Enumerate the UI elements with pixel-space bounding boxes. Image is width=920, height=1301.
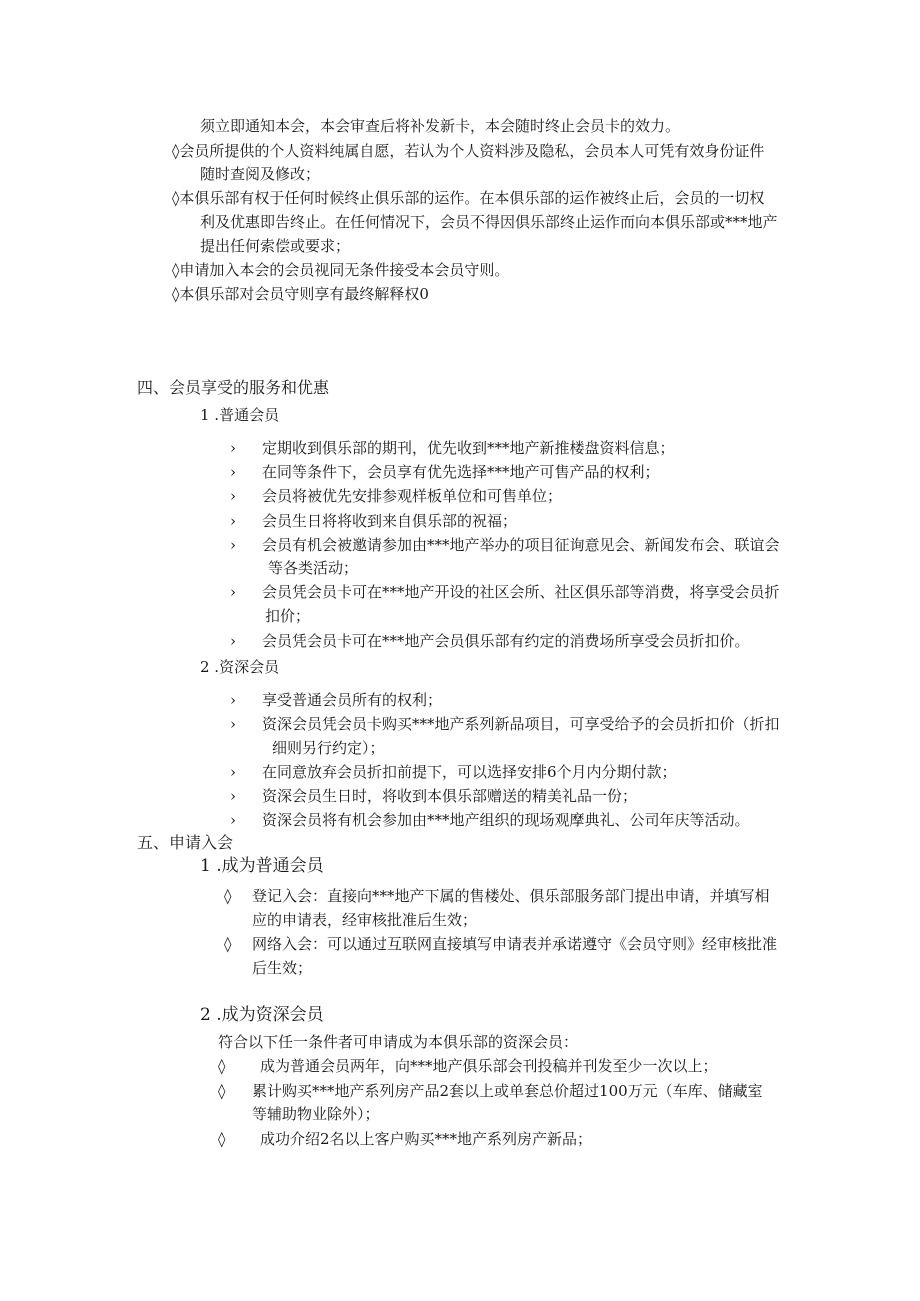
text-line: 符合以下任一条件者可申请成为本俱乐部的资深会员： [218,1033,579,1051]
chevron-right-icon: › [230,512,236,530]
text-line: 应的申请表，经审核批准后生效； [252,911,478,929]
lozenge-bullet-icon: ◊ [218,1082,226,1100]
lozenge-bullet-icon: ◊ [172,285,180,303]
subsection-heading: 1 .成为普通会员 [200,856,324,876]
text-line: 随时查阅及修改； [200,165,321,183]
chevron-right-icon: › [230,691,236,709]
list-item: › 享受普通会员所有的权利； [230,691,443,709]
section-heading: 五、申请入会 [137,833,234,852]
chevron-right-icon: › [230,715,236,733]
list-item: ◊ 网络入会：可以通过互联网直接填写申请表并承诺遵守《会员守则》经审核批准 [224,935,778,953]
list-item: ◊ 成功介绍2名以上客户购买***地产系列房产新品； [218,1130,593,1148]
list-item: › 在同等条件下，会员享有优先选择***地产可售产品的权利； [230,463,660,481]
chevron-right-icon: › [230,583,236,601]
chevron-right-icon: › [230,463,236,481]
lozenge-bullet-icon: ◊ [218,1057,226,1075]
list-item: › 会员将被优先安排参观样板单位和可售单位； [230,487,563,505]
text-line: 须立即通知本会，本会审查后将补发新卡，本会随时终止会员卡的效力。 [200,117,681,135]
list-item: › 在同意放弃会员折扣前提下，可以选择安排6个月内分期付款； [230,763,677,781]
text-line: 提出任何索偿或要求； [200,237,351,255]
list-item: › 会员生日将将收到来自俱乐部的祝福； [230,512,518,530]
section-heading: 四、会员享受的服务和优惠 [137,378,330,397]
text-line: 等辅助物业除外）； [252,1105,380,1123]
list-item: ◊ 成为普通会员两年，向***地产俱乐部会刊投稿并刊发至少一次以上； [218,1057,718,1075]
list-item: ◊申请加入本会的会员视同无条件接受本会员守则。 [172,261,510,279]
list-item: › 资深会员将有机会参加由***地产组织的现场观摩典礼、公司年庆等活动。 [230,811,750,829]
list-item: ◊本俱乐部有权于任何时候终止俱乐部的运作。在本俱乐部的运作被终止后，会员的一切权 [172,189,765,207]
lozenge-bullet-icon: ◊ [172,189,180,207]
lozenge-bullet-icon: ◊ [218,1130,226,1148]
list-item: › 资深会员生日时，将收到本俱乐部赠送的精美礼品一份； [230,787,638,805]
list-item: ◊ 累计购买***地产系列房产品2套以上或单套总价超过100万元（车库、储藏室 [218,1082,763,1100]
list-item: › 资深会员凭会员卡购买***地产系列新品项目，可享受给予的会员折扣价（折扣 [230,715,780,733]
text-line: 等各类活动； [268,559,359,577]
chevron-right-icon: › [230,632,236,650]
list-item: ◊ 登记入会：直接向***地产下属的售楼处、俱乐部服务部门提出申请，并填写相 [224,887,770,905]
list-item: › 会员凭会员卡可在***地产会员俱乐部有约定的消费场所享受会员折扣价。 [230,632,750,650]
chevron-right-icon: › [230,787,236,805]
chevron-right-icon: › [230,536,236,554]
chevron-right-icon: › [230,487,236,505]
lozenge-bullet-icon: ◊ [172,261,180,279]
text-line: 后生效； [252,959,313,977]
subsection-heading: 1 .普通会员 [200,406,280,424]
list-item: › 定期收到俱乐部的期刊，优先收到***地产新推楼盘资料信息； [230,439,675,457]
list-item: › 会员凭会员卡可在***地产开设的社区会所、社区俱乐部等消费，将享受会员折 [230,583,780,601]
list-item: ◊本俱乐部对会员守则享有最终解释权0 [172,285,429,303]
subsection-heading: 2 .成为资深会员 [200,1005,324,1025]
lozenge-bullet-icon: ◊ [172,142,180,160]
chevron-right-icon: › [230,763,236,781]
text-line: 细则另行约定）； [272,739,385,757]
chevron-right-icon: › [230,811,236,829]
lozenge-bullet-icon: ◊ [224,935,232,953]
list-item: › 会员有机会被邀请参加由***地产举办的项目征询意见会、新闻发布会、联谊会 [230,536,780,554]
lozenge-bullet-icon: ◊ [224,887,232,905]
chevron-right-icon: › [230,439,236,457]
subsection-heading: 2 .资深会员 [200,658,280,676]
text-line: 扣价； [265,607,311,625]
text-line: 利及优惠即告终止。在任何情况下，会员不得因俱乐部终止运作而向本俱乐部或***地产 [200,213,778,231]
list-item: ◊会员所提供的个人资料纯属自愿，若认为个人资料涉及隐私，会员本人可凭有效身份证件 [172,142,765,160]
